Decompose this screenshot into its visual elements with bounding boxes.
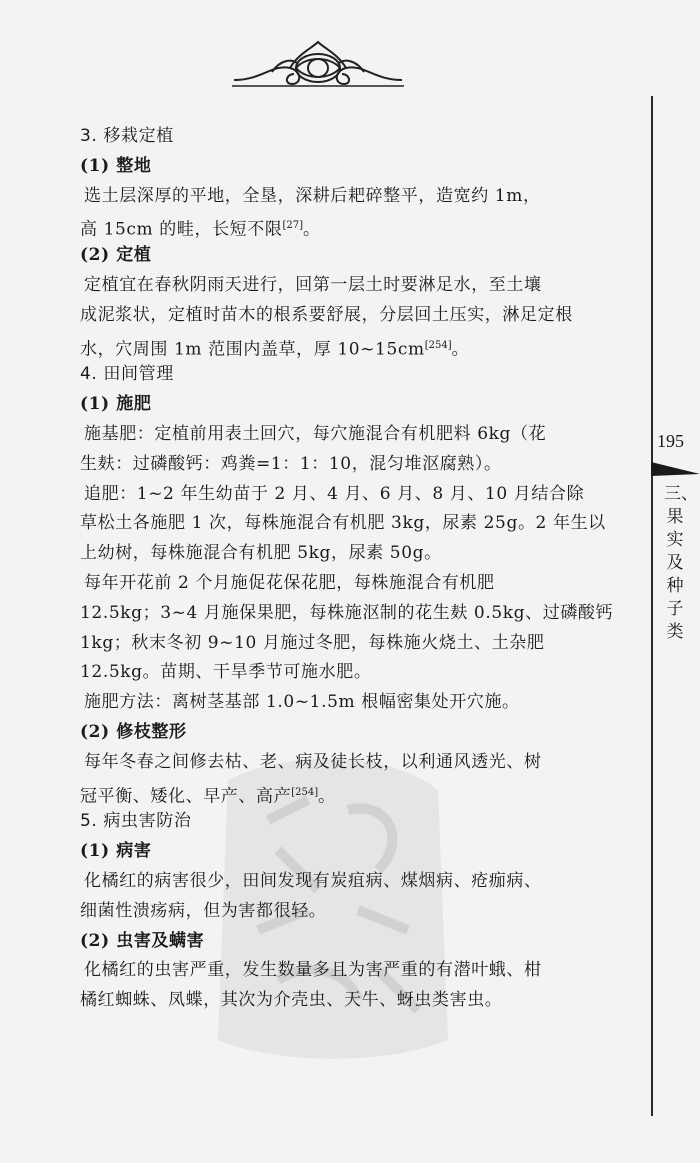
side-rule: [651, 96, 653, 1116]
subheading-land-prep: (1) 整地: [80, 155, 152, 176]
ornament-icon: [232, 34, 404, 92]
paragraph-line: 化橘红的病害很少，田间发现有炭疽病、煤烟病、疮痂病、: [84, 870, 542, 891]
paragraph-line: 12.5kg；3~4 月施保果肥，每株施沤制的花生麸 0.5kg、过磷酸钙: [80, 602, 614, 623]
heading-pest-control: 5. 病虫害防治: [80, 811, 192, 832]
text-span: 高 15cm 的畦，长短不限: [80, 220, 283, 241]
heading-transplant: 3. 移栽定植: [80, 126, 174, 146]
paragraph-line: 生麸：过磷酸钙：鸡粪=1：1：10，混匀堆沤腐熟）。: [80, 453, 502, 474]
page-body: [80, 122, 618, 1016]
text-span: 。: [318, 786, 336, 807]
paragraph-line: 施肥方法：离树茎基部 1.0~1.5m 根幅密集处开穴施。: [84, 692, 520, 713]
paragraph-line: 草松土各施肥 1 次，每株施混合有机肥 3kg，尿素 25g。2 年生以: [80, 513, 606, 534]
paragraph-line: 施基肥：定植前用表土回穴，每穴施混合有机肥料 6kg（花: [84, 423, 547, 444]
citation: [254]: [291, 786, 319, 798]
paragraph-line: [80, 778, 618, 808]
paragraph-line: 定植宜在春秋阴雨天进行，回第一层土时要淋足水，至土壤: [84, 274, 542, 295]
paragraph-line: 选土层深厚的平地，全垦，深耕后耙碎整平，造宽约 1m，: [84, 185, 541, 206]
paragraph-line: 每年开花前 2 个月施促花保花肥，每株施混合有机肥: [84, 572, 495, 593]
paragraph-line: [80, 211, 618, 241]
paragraph-line: 细菌性溃疡病，但为害都很轻。: [80, 900, 327, 921]
heading-field-management: 4. 田间管理: [80, 364, 174, 385]
subheading-disease: (1) 病害: [80, 841, 152, 862]
paragraph-line: 每年冬春之间修去枯、老、病及徒长枝，以利通风透光、树: [84, 751, 542, 772]
paragraph-line: 橘红蜘蛛、凤蝶，其次为介壳虫、天牛、蚜虫类害虫。: [80, 990, 503, 1011]
text-span: 冠平衡、矮化、早产、高产: [80, 786, 292, 807]
citation: [27]: [282, 220, 304, 232]
paragraph-line: 成泥浆状，定植时苗木的根系要舒展，分层回土压实，淋足定根: [80, 304, 573, 325]
text-span: 。: [303, 220, 321, 241]
page-number: 195: [657, 431, 684, 451]
paragraph-line: 12.5kg。苗期、干旱季节可施水肥。: [80, 662, 372, 683]
subheading-fertilization: (1) 施肥: [80, 394, 152, 415]
paragraph-line: 上幼树，每株施混合有机肥 5kg，尿素 50g。: [80, 543, 442, 564]
paragraph-line: [80, 331, 618, 361]
tab-marker-icon: [651, 462, 700, 476]
subheading-planting: (2) 定植: [80, 245, 152, 266]
paragraph-line: 化橘红的虫害严重，发生数量多且为害严重的有潜叶蛾、柑: [84, 960, 542, 981]
subheading-pruning: (2) 修枝整形: [80, 721, 187, 742]
paragraph-line: 1kg；秋末冬初 9~10 月施过冬肥，每株施火烧土、土杂肥: [80, 632, 545, 653]
text-span: 水，穴周围 1m 范围内盖草，厚 10~15cm: [80, 339, 425, 360]
section-label: 三、果实及种子类: [664, 484, 698, 642]
paragraph-line: 追肥：1~2 年生幼苗于 2 月、4 月、6 月、8 月、10 月结合除: [84, 483, 585, 504]
subheading-insects: (2) 虫害及螨害: [80, 930, 205, 951]
text-span: 。: [451, 339, 470, 360]
citation: [254]: [424, 339, 452, 351]
